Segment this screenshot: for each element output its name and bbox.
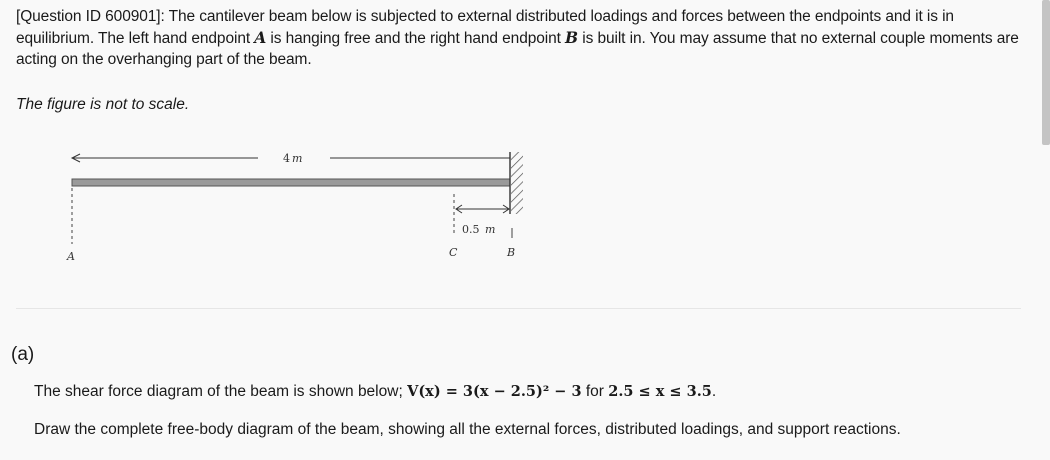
shear-text-before: The shear force diagram of the beam is shown below; xyxy=(34,383,408,400)
figure-note: The figure is not to scale. xyxy=(16,96,190,113)
question-id: [Question ID 600901] xyxy=(16,8,161,25)
offset-unit-label: m xyxy=(485,223,496,236)
question-text-part2: is hanging free and the right hand endpoint xyxy=(266,30,566,47)
length-value-label: 4 xyxy=(283,152,290,165)
part-a-label: (a) xyxy=(11,344,35,365)
question-text-part3: is built in. You may assume that no external couple moments are acting on the overhanging part of the beam. xyxy=(16,30,1019,68)
label-c: C xyxy=(449,246,458,259)
shear-text-after: . xyxy=(711,383,717,400)
beam xyxy=(72,179,510,186)
shear-equation: V(x) = 3(x − 2.5)² − 3 xyxy=(407,383,582,400)
shear-force-statement xyxy=(34,383,716,401)
length-unit-label: m xyxy=(292,152,303,165)
beam-figure xyxy=(40,138,560,278)
question-text-part1: : The cantilever beam below is subjected to external distributed loadings and forces between the endpoints and it is in equilibrium. The left hand endpoint xyxy=(16,8,954,47)
fbd-instruction: Draw the complete free-body diagram of the beam, showing all the external forces, distributed loadings, and support reactions. xyxy=(34,421,901,438)
label-a: A xyxy=(67,250,75,263)
label-b: B xyxy=(507,246,516,259)
point-b-symbol: B xyxy=(565,28,579,47)
shear-domain: 2.5 ≤ x ≤ 3.5 xyxy=(608,383,712,400)
shear-text-for: for xyxy=(581,383,609,400)
point-a-symbol: A xyxy=(254,28,267,47)
question-statement xyxy=(16,6,1026,70)
length-dimension xyxy=(72,152,510,165)
offset-dimension xyxy=(456,205,512,238)
fixed-support-icon xyxy=(510,152,523,214)
offset-value-label: 0.5 xyxy=(462,223,480,236)
section-divider xyxy=(16,308,1021,309)
scrollbar-thumb[interactable] xyxy=(1042,0,1050,145)
